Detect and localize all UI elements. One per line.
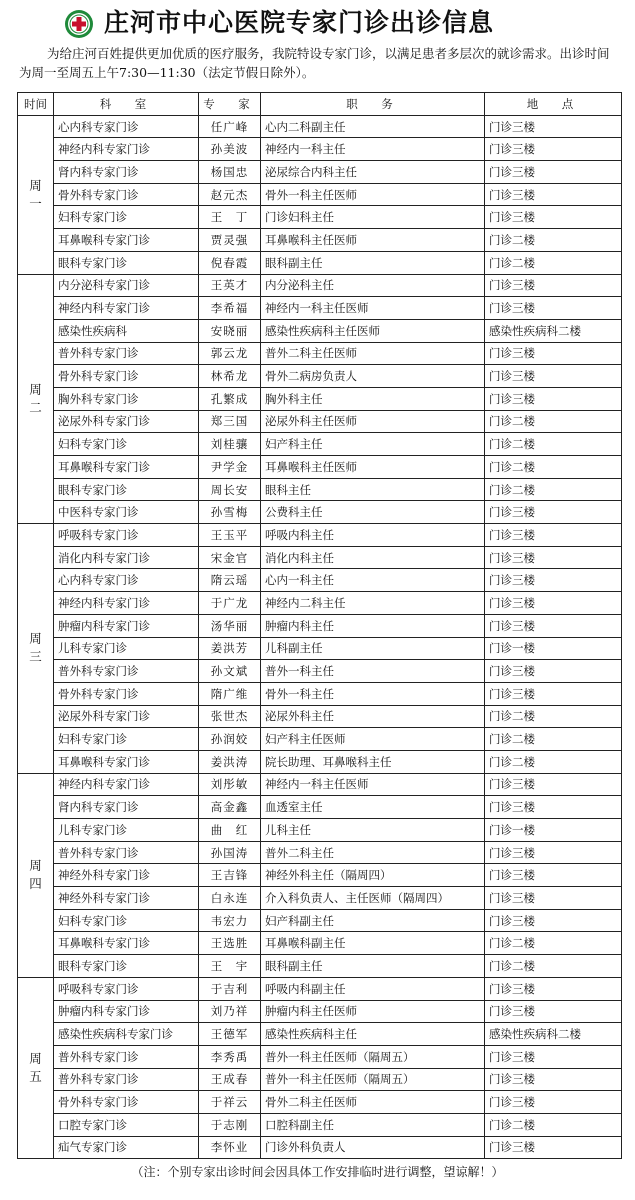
location-cell: 门诊三楼 (485, 501, 622, 524)
department-cell: 眼科专家门诊 (54, 251, 199, 274)
department-cell: 耳鼻喉科专家门诊 (54, 932, 199, 955)
department-cell: 神经外科专家门诊 (54, 887, 199, 910)
position-cell: 消化内科主任 (261, 546, 485, 569)
location-cell: 门诊三楼 (485, 796, 622, 819)
day-cell (18, 115, 54, 274)
department-cell: 神经内科专家门诊 (54, 297, 199, 320)
expert-cell: 刘桂骧 (199, 433, 261, 456)
location-cell: 门诊三楼 (485, 569, 622, 592)
location-cell: 门诊三楼 (485, 183, 622, 206)
expert-cell: 王德军 (199, 1023, 261, 1046)
expert-cell: 倪春霞 (199, 251, 261, 274)
location-cell: 门诊一楼 (485, 819, 622, 842)
location-cell: 门诊三楼 (485, 864, 622, 887)
table-row (18, 773, 622, 796)
position-cell: 妇产科副主任 (261, 909, 485, 932)
location-cell: 感染性疾病科二楼 (485, 1023, 622, 1046)
expert-cell: 姜洪芳 (199, 637, 261, 660)
position-cell: 神经内一科主任医师 (261, 773, 485, 796)
department-cell: 妇科专家门诊 (54, 728, 199, 751)
col-header-department: 科 室 (54, 93, 199, 116)
expert-cell: 杨国忠 (199, 161, 261, 184)
position-cell: 呼吸内科主任 (261, 524, 485, 547)
table-row (18, 183, 622, 206)
department-cell: 骨外科专家门诊 (54, 365, 199, 388)
location-cell: 门诊二楼 (485, 456, 622, 479)
department-cell: 内分泌科专家门诊 (54, 274, 199, 297)
table-row (18, 1023, 622, 1046)
col-header-expert: 专 家 (199, 93, 261, 116)
position-cell: 胸外科主任 (261, 387, 485, 410)
department-cell: 骨外科专家门诊 (54, 682, 199, 705)
table-row (18, 955, 622, 978)
location-cell: 门诊三楼 (485, 682, 622, 705)
position-cell: 骨外一科主任医师 (261, 183, 485, 206)
col-header-position: 职 务 (261, 93, 485, 116)
position-cell: 口腔科副主任 (261, 1113, 485, 1136)
department-cell: 眼科专家门诊 (54, 955, 199, 978)
location-cell: 门诊三楼 (485, 524, 622, 547)
table-row (18, 1136, 622, 1159)
position-cell: 妇产科主任医师 (261, 728, 485, 751)
table-row (18, 365, 622, 388)
department-cell: 普外科专家门诊 (54, 1068, 199, 1091)
table-row (18, 614, 622, 637)
position-cell: 血透室主任 (261, 796, 485, 819)
table-row (18, 456, 622, 479)
location-cell: 门诊三楼 (485, 342, 622, 365)
table-row (18, 138, 622, 161)
department-cell: 普外科专家门诊 (54, 342, 199, 365)
table-header-row (18, 93, 622, 116)
position-cell: 呼吸内科副主任 (261, 977, 485, 1000)
location-cell: 感染性疾病科二楼 (485, 319, 622, 342)
department-cell: 肾内科专家门诊 (54, 796, 199, 819)
department-cell: 妇科专家门诊 (54, 206, 199, 229)
expert-cell: 任广峰 (199, 115, 261, 138)
table-row (18, 569, 622, 592)
department-cell: 心内科专家门诊 (54, 569, 199, 592)
department-cell: 胸外科专家门诊 (54, 387, 199, 410)
location-cell: 门诊二楼 (485, 478, 622, 501)
table-row (18, 841, 622, 864)
department-cell: 消化内科专家门诊 (54, 546, 199, 569)
table-row (18, 728, 622, 751)
expert-cell: 郑三国 (199, 410, 261, 433)
location-cell: 门诊三楼 (485, 773, 622, 796)
location-cell: 门诊三楼 (485, 387, 622, 410)
position-cell: 儿科副主任 (261, 637, 485, 660)
expert-cell: 王英才 (199, 274, 261, 297)
department-cell: 神经外科专家门诊 (54, 864, 199, 887)
department-cell: 儿科专家门诊 (54, 637, 199, 660)
department-cell: 泌尿外科专家门诊 (54, 705, 199, 728)
position-cell: 儿科主任 (261, 819, 485, 842)
location-cell: 门诊三楼 (485, 206, 622, 229)
table-row (18, 637, 622, 660)
department-cell: 骨外科专家门诊 (54, 183, 199, 206)
table-row (18, 909, 622, 932)
day-cell (18, 773, 54, 977)
location-cell: 门诊三楼 (485, 1000, 622, 1023)
location-cell: 门诊二楼 (485, 410, 622, 433)
position-cell: 介入科负责人、主任医师（隔周四） (261, 887, 485, 910)
expert-cell: 白永连 (199, 887, 261, 910)
table-row (18, 546, 622, 569)
location-cell: 门诊三楼 (485, 1068, 622, 1091)
location-cell: 门诊三楼 (485, 660, 622, 683)
table-row (18, 1113, 622, 1136)
department-cell: 神经内科专家门诊 (54, 138, 199, 161)
location-cell: 门诊二楼 (485, 750, 622, 773)
expert-cell: 高金鑫 (199, 796, 261, 819)
department-cell: 感染性疾病科 (54, 319, 199, 342)
position-cell: 骨外一科主任 (261, 682, 485, 705)
department-cell: 耳鼻喉科专家门诊 (54, 229, 199, 252)
position-cell: 院长助理、耳鼻喉科主任 (261, 750, 485, 773)
department-cell: 妇科专家门诊 (54, 909, 199, 932)
location-cell: 门诊二楼 (485, 728, 622, 751)
table-row (18, 1068, 622, 1091)
table-row (18, 433, 622, 456)
position-cell: 普外二科主任医师 (261, 342, 485, 365)
table-row (18, 660, 622, 683)
location-cell: 门诊三楼 (485, 1091, 622, 1114)
location-cell: 门诊三楼 (485, 115, 622, 138)
department-cell: 呼吸科专家门诊 (54, 524, 199, 547)
department-cell: 中医科专家门诊 (54, 501, 199, 524)
location-cell: 门诊三楼 (485, 614, 622, 637)
location-cell: 门诊三楼 (485, 297, 622, 320)
location-cell: 门诊三楼 (485, 887, 622, 910)
expert-cell: 李希福 (199, 297, 261, 320)
department-cell: 疝气专家门诊 (54, 1136, 199, 1159)
day-label: 周四 (29, 858, 42, 892)
table-row (18, 274, 622, 297)
expert-cell: 宋金官 (199, 546, 261, 569)
table-row (18, 410, 622, 433)
table-row (18, 478, 622, 501)
table-row (18, 932, 622, 955)
location-cell: 门诊三楼 (485, 161, 622, 184)
position-cell: 神经内一科主任医师 (261, 297, 485, 320)
position-cell: 感染性疾病科主任 (261, 1023, 485, 1046)
position-cell: 门诊妇科主任 (261, 206, 485, 229)
table-row (18, 592, 622, 615)
table-row (18, 864, 622, 887)
position-cell: 泌尿外科主任 (261, 705, 485, 728)
location-cell: 门诊三楼 (485, 909, 622, 932)
location-cell: 门诊二楼 (485, 1113, 622, 1136)
table-row (18, 387, 622, 410)
table-row (18, 206, 622, 229)
position-cell: 眼科副主任 (261, 955, 485, 978)
department-cell: 神经内科专家门诊 (54, 592, 199, 615)
expert-cell: 于祥云 (199, 1091, 261, 1114)
expert-cell: 孔繁成 (199, 387, 261, 410)
expert-cell: 姜洪涛 (199, 750, 261, 773)
table-row (18, 297, 622, 320)
expert-cell: 曲 红 (199, 819, 261, 842)
day-label: 周三 (29, 631, 42, 665)
expert-cell: 尹学金 (199, 456, 261, 479)
table-row (18, 750, 622, 773)
expert-cell: 郭云龙 (199, 342, 261, 365)
location-cell: 门诊三楼 (485, 274, 622, 297)
department-cell: 耳鼻喉科专家门诊 (54, 750, 199, 773)
position-cell: 眼科副主任 (261, 251, 485, 274)
location-cell: 门诊二楼 (485, 251, 622, 274)
expert-cell: 孙雪梅 (199, 501, 261, 524)
location-cell: 门诊三楼 (485, 841, 622, 864)
location-cell: 门诊三楼 (485, 1045, 622, 1068)
location-cell: 门诊三楼 (485, 138, 622, 161)
footer-note: （注：个别专家出诊时间会因具体工作安排临时进行调整，望谅解！） (131, 1165, 504, 1179)
expert-cell: 李怀业 (199, 1136, 261, 1159)
position-cell: 肿瘤内科主任 (261, 614, 485, 637)
position-cell: 普外一科主任医师（隔周五） (261, 1045, 485, 1068)
expert-cell: 孙国涛 (199, 841, 261, 864)
header (0, 0, 635, 44)
position-cell: 感染性疾病科主任医师 (261, 319, 485, 342)
department-cell: 感染性疾病科专家门诊 (54, 1023, 199, 1046)
location-cell: 门诊三楼 (485, 977, 622, 1000)
department-cell: 普外科专家门诊 (54, 660, 199, 683)
table-row (18, 115, 622, 138)
department-cell: 眼科专家门诊 (54, 478, 199, 501)
page-title: 庄河市中心医院专家门诊出诊信息 (104, 8, 495, 37)
position-cell: 心内二科副主任 (261, 115, 485, 138)
position-cell: 骨外二病房负责人 (261, 365, 485, 388)
col-header-time: 时间 (18, 93, 54, 116)
position-cell: 眼科主任 (261, 478, 485, 501)
department-cell: 神经内科专家门诊 (54, 773, 199, 796)
position-cell: 神经外科主任（隔周四） (261, 864, 485, 887)
department-cell: 泌尿外科专家门诊 (54, 410, 199, 433)
department-cell: 肿瘤内科专家门诊 (54, 1000, 199, 1023)
expert-cell: 王 丁 (199, 206, 261, 229)
expert-cell: 赵元杰 (199, 183, 261, 206)
col-header-location: 地 点 (485, 93, 622, 116)
position-cell: 公费科主任 (261, 501, 485, 524)
expert-cell: 林希龙 (199, 365, 261, 388)
position-cell: 普外一科主任医师（隔周五） (261, 1068, 485, 1091)
expert-cell: 王成春 (199, 1068, 261, 1091)
day-label: 周一 (29, 177, 42, 211)
position-cell: 耳鼻喉科主任医师 (261, 456, 485, 479)
table-row (18, 161, 622, 184)
schedule-body (18, 115, 622, 1159)
table-row (18, 1000, 622, 1023)
expert-cell: 李秀禹 (199, 1045, 261, 1068)
department-cell: 口腔专家门诊 (54, 1113, 199, 1136)
expert-cell: 王吉锋 (199, 864, 261, 887)
location-cell: 门诊三楼 (485, 1136, 622, 1159)
location-cell: 门诊二楼 (485, 229, 622, 252)
position-cell: 耳鼻喉科主任医师 (261, 229, 485, 252)
table-row (18, 342, 622, 365)
expert-cell: 于吉利 (199, 977, 261, 1000)
position-cell: 普外一科主任 (261, 660, 485, 683)
table-row (18, 705, 622, 728)
position-cell: 心内一科主任 (261, 569, 485, 592)
department-cell: 普外科专家门诊 (54, 841, 199, 864)
table-row (18, 977, 622, 1000)
position-cell: 耳鼻喉科副主任 (261, 932, 485, 955)
position-cell: 泌尿综合内科主任 (261, 161, 485, 184)
day-label: 周五 (29, 1051, 42, 1085)
department-cell: 心内科专家门诊 (54, 115, 199, 138)
expert-cell: 于广龙 (199, 592, 261, 615)
position-cell: 神经内一科主任 (261, 138, 485, 161)
expert-cell: 于志刚 (199, 1113, 261, 1136)
position-cell: 门诊外科负责人 (261, 1136, 485, 1159)
expert-cell: 汤华丽 (199, 614, 261, 637)
department-cell: 普外科专家门诊 (54, 1045, 199, 1068)
day-label: 周二 (29, 381, 42, 415)
day-cell (18, 977, 54, 1159)
department-cell: 儿科专家门诊 (54, 819, 199, 842)
intro-paragraph: 为给庄河百姓提供更加优质的医疗服务，我院特设专家门诊，以满足患者多层次的就诊需求。出诊时间为周一至周五上午7:30—11:30（法定节假日除外）。 (19, 46, 610, 80)
location-cell: 门诊一楼 (485, 637, 622, 660)
position-cell: 妇产科主任 (261, 433, 485, 456)
position-cell: 神经内二科主任 (261, 592, 485, 615)
location-cell: 门诊二楼 (485, 433, 622, 456)
expert-cell: 王选胜 (199, 932, 261, 955)
location-cell: 门诊三楼 (485, 592, 622, 615)
day-cell (18, 524, 54, 774)
expert-cell: 隋云瑶 (199, 569, 261, 592)
expert-cell: 安晓丽 (199, 319, 261, 342)
table-row (18, 682, 622, 705)
position-cell: 肿瘤内科主任医师 (261, 1000, 485, 1023)
table-row (18, 887, 622, 910)
location-cell: 门诊三楼 (485, 365, 622, 388)
department-cell: 耳鼻喉科专家门诊 (54, 456, 199, 479)
position-cell: 内分泌科主任 (261, 274, 485, 297)
department-cell: 肿瘤内科专家门诊 (54, 614, 199, 637)
department-cell: 妇科专家门诊 (54, 433, 199, 456)
expert-cell: 孙美波 (199, 138, 261, 161)
table-row (18, 1091, 622, 1114)
expert-cell: 周长安 (199, 478, 261, 501)
position-cell: 普外二科主任 (261, 841, 485, 864)
department-cell: 骨外科专家门诊 (54, 1091, 199, 1114)
expert-cell: 贾灵强 (199, 229, 261, 252)
table-row (18, 501, 622, 524)
department-cell: 呼吸科专家门诊 (54, 977, 199, 1000)
day-cell (18, 274, 54, 524)
schedule-table (17, 92, 622, 1159)
expert-cell: 孙润姣 (199, 728, 261, 751)
expert-cell: 刘彤敏 (199, 773, 261, 796)
position-cell: 骨外二科主任医师 (261, 1091, 485, 1114)
location-cell: 门诊二楼 (485, 705, 622, 728)
location-cell: 门诊三楼 (485, 546, 622, 569)
expert-cell: 王玉平 (199, 524, 261, 547)
table-row (18, 319, 622, 342)
expert-cell: 孙文斌 (199, 660, 261, 683)
table-row (18, 819, 622, 842)
table-row (18, 796, 622, 819)
expert-cell: 隋广维 (199, 682, 261, 705)
expert-cell: 刘乃祥 (199, 1000, 261, 1023)
table-row (18, 1045, 622, 1068)
table-row (18, 524, 622, 547)
table-row (18, 251, 622, 274)
expert-cell: 王 宇 (199, 955, 261, 978)
hospital-logo-icon (64, 9, 94, 39)
expert-cell: 韦宏力 (199, 909, 261, 932)
expert-cell: 张世杰 (199, 705, 261, 728)
location-cell: 门诊二楼 (485, 955, 622, 978)
table-row (18, 229, 622, 252)
position-cell: 泌尿外科主任医师 (261, 410, 485, 433)
department-cell: 肾内科专家门诊 (54, 161, 199, 184)
location-cell: 门诊二楼 (485, 932, 622, 955)
